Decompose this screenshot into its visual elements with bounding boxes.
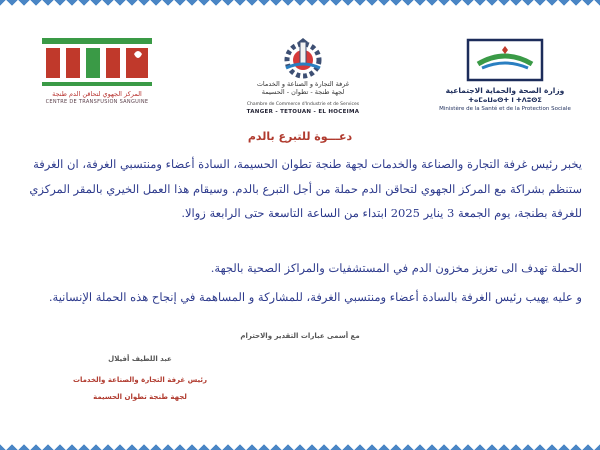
blood-center-emblem-icon <box>22 38 172 90</box>
bottom-border-ornament <box>0 438 600 450</box>
signatory-region: لجهة طنجة تطوان الحسيمة <box>93 393 187 401</box>
chamber-gear-lighthouse-icon <box>228 38 378 80</box>
ministry-tifinagh-name: ⵜⴰⵎⴰⵡⴰⵙⵜ ⵏ ⵜⴷⵓⵙⵉ <box>468 96 542 104</box>
chamber-arabic-name: غرفة التجارة و الصناعة و الخدمات <box>256 80 350 88</box>
health-ministry-logo <box>420 38 590 118</box>
blood-center-arabic-name: المركز الجهوي لتحاقن الدم طنجة <box>52 90 142 98</box>
chamber-french-name: Chambre de Commerce d'Industrie et de Services <box>246 102 360 107</box>
signatory-role: رئيس غرفة التجارة والصناعة والخدمات <box>72 376 208 384</box>
chamber-arabic-region: لجهة طنجة - تطوان - الحسيمة <box>261 88 345 96</box>
top-border-ornament <box>0 0 600 12</box>
chamber-of-commerce-logo <box>228 38 378 118</box>
announcement-paragraph: يخبر رئيس غرفة التجارة والصناعة والخدمات لجهة طنجة تطوان الحسيمة، السادة أعضاء ومنتسبي الغرفة، ان الغرفة ستنظم بشراكة مع المركز الجهوي لتحاقن الدم حملة من أجل التبرع بالدم. وسيقام هذا العمل الخيري بالمقر المركزي للغرفة بطنجة، يوم الجمعة 3 يناير 2025 ابتداء من الساعة التاسعة حتى الرابعة زوالا. <box>29 157 582 220</box>
ministry-arabic-name: وزارة الصحة والحماية الاجتماعية <box>445 86 565 95</box>
call-to-participate-paragraph: و عليه يهيب رئيس الغرفة بالسادة أعضاء ومنتسبي الغرفة، للمشاركة و المساهمة في إنجاح هذه الحملة الإنسانية. <box>48 290 582 304</box>
ministry-french-name: Ministère de la Santé et de la Protection Sociale <box>439 106 571 112</box>
chamber-region-latin: TANGER - TETOUAN - EL HOCEIMA <box>246 109 360 115</box>
closing-salutation: مع أسمى عبارات التقدير والاحترام <box>240 332 360 340</box>
invitation-title: دعـــوة للتبرع بالدم <box>247 130 353 143</box>
blood-center-french-name: CENTRE DE TRANSFUSION SANGUINE <box>45 99 149 105</box>
signatory-name: عبد اللطيف أفيلال <box>108 355 172 363</box>
health-ministry-emblem-icon <box>420 38 590 84</box>
campaign-goal-paragraph: الحملة تهدف الى تعزيز مخزون الدم في المستشفيات والمراكز الصحية بالجهة. <box>210 261 582 275</box>
blood-center-logo <box>22 38 172 108</box>
